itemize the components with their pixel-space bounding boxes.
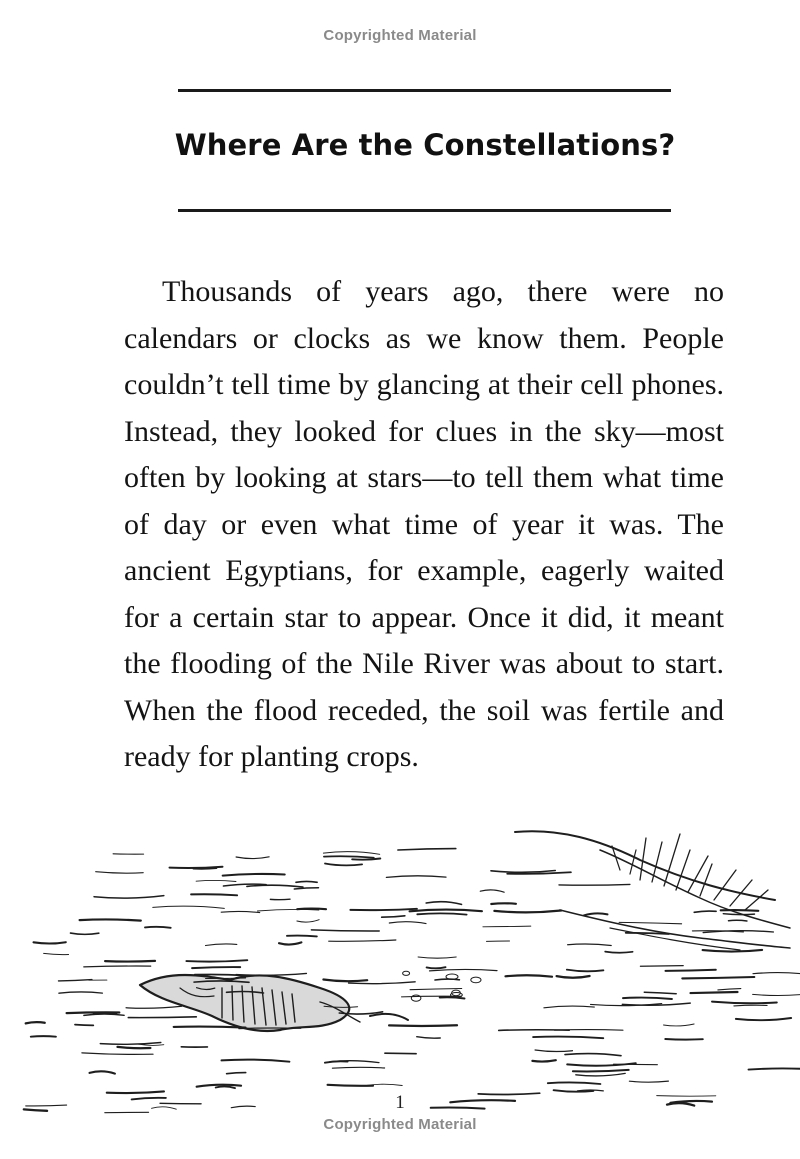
flooded-riverbank-illustration bbox=[0, 820, 800, 1120]
page-number: 1 bbox=[395, 1092, 405, 1113]
copyright-watermark-top: Copyrighted Material bbox=[323, 27, 477, 44]
copyright-watermark-bottom: Copyrighted Material bbox=[323, 1116, 477, 1133]
title-rule-bottom bbox=[178, 209, 671, 212]
title-rule-top bbox=[178, 89, 671, 92]
chapter-title: Where Are the Constellations? bbox=[174, 128, 676, 162]
body-paragraph: Thousands of years ago, there were no calendars or clocks as we know them. People couldn’t tell time by glancing at their cell phones. Instead, they looked for clues in the sky—most often by looking at stars—to tell them what time of day or even what time of year it was. The ancient Egyptians, for example, eagerly waited for a certain star to appear. Once it did, it meant the flooding of the Nile River was about to start. When the flood receded, the soil was fertile and ready for planting crops. bbox=[124, 275, 724, 773]
